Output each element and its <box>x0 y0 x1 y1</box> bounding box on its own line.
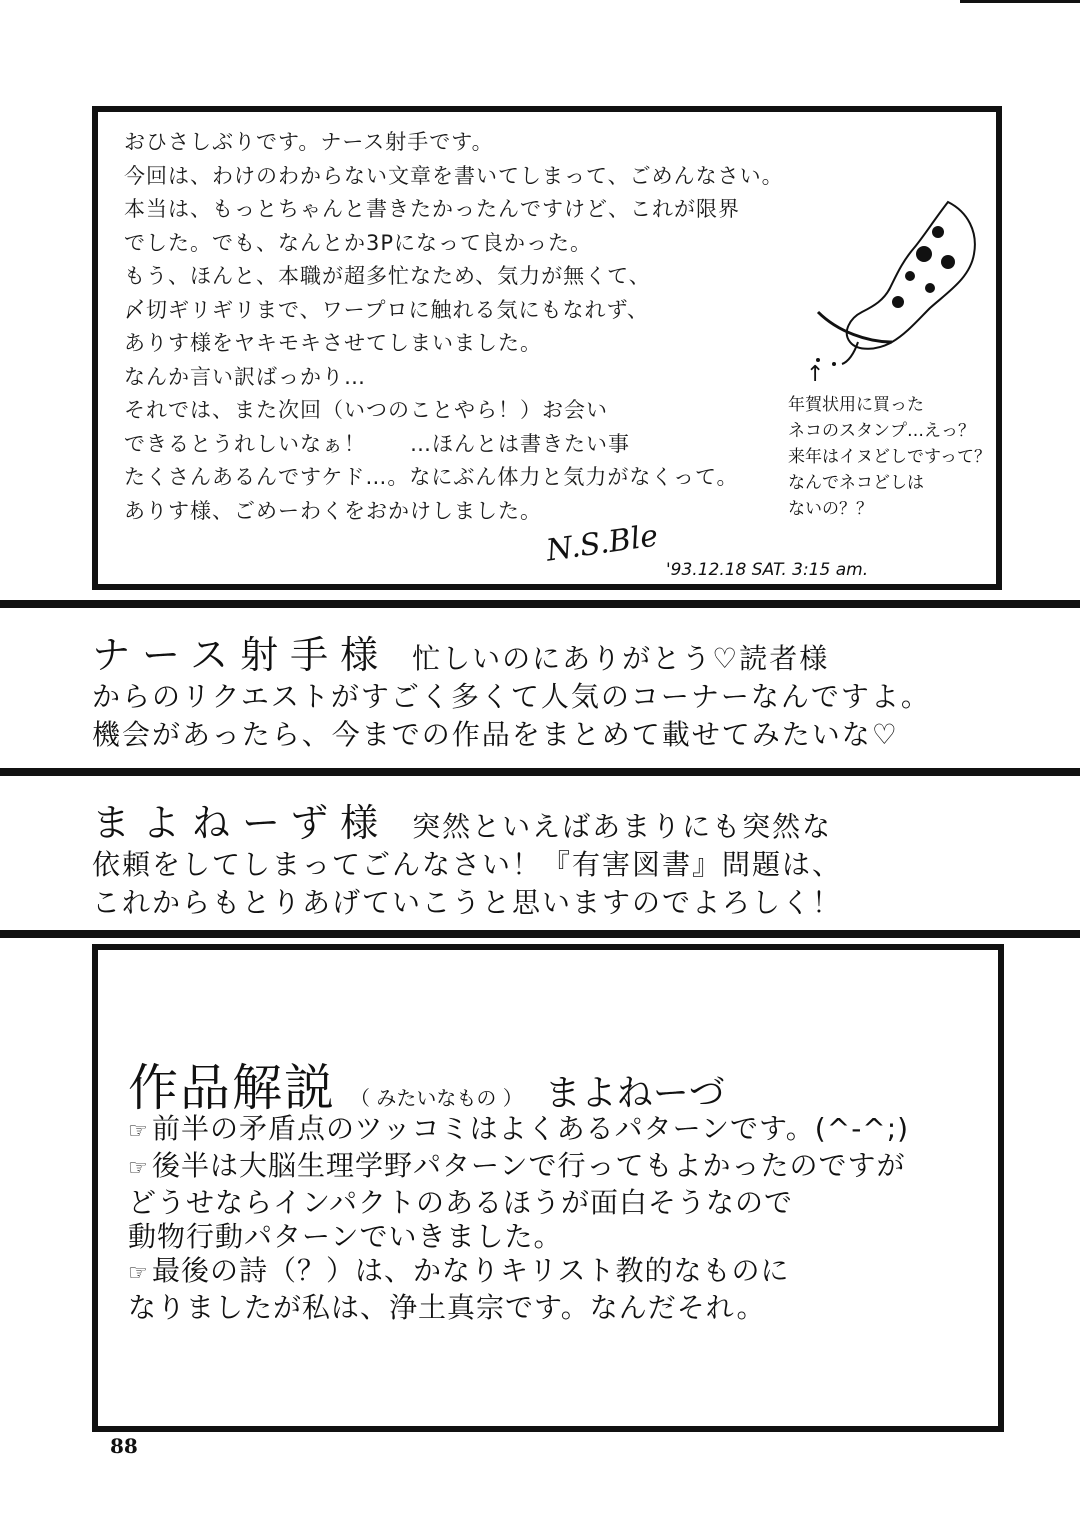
page-number: 88 <box>110 1434 138 1458</box>
letter-line: たくさんあるんですケド…。なにぶん体力と気力がなくって。 <box>124 465 739 489</box>
note-line: ないの？？ <box>788 499 873 519</box>
commentary-line: どうせならインパクトのあるほうが面白そうなので <box>128 1186 794 1219</box>
commentary-line: ☞ 最後の詩（？）は、かなりキリスト教的なものに <box>128 1254 909 1291</box>
section-divider <box>0 930 1080 938</box>
message-text: 忙しいのにありがとう♡読者様 <box>412 642 830 675</box>
commentary-line: ☞ 後半は大脳生理学野パターンで行ってもよかったのですが <box>128 1149 909 1186</box>
letter-line: 本当は、もっとちゃんと書きたかったんですけど、これが限界 <box>124 197 740 221</box>
pointing-hand-icon: ☞ <box>128 1261 149 1286</box>
letter-line: なんか言い訳ばっかり… <box>124 364 366 389</box>
message-text: 突然といえばあまりにも突然な <box>412 810 833 843</box>
pointing-hand-icon: ☞ <box>128 1156 149 1181</box>
message-title: ナース射手様 <box>92 633 391 677</box>
stamp-note <box>788 392 998 522</box>
note-line: 来年はイヌどしですって？ <box>788 447 991 467</box>
pointing-hand-icon: ☞ <box>128 1119 149 1144</box>
letter-line: 今回は、わけのわからない文章を書いてしまって、ごめんなさい。 <box>124 163 784 188</box>
letter-text <box>124 126 814 528</box>
letter-line: ありす様、ごめーわくをおかけしました。 <box>124 498 542 523</box>
commentary-subtitle: （ みたいなもの ） <box>350 1086 523 1110</box>
letter-date: '93.12.18 SAT. 3:15 am. <box>666 560 869 580</box>
letter-line: できるとうれしいなぁ！ …ほんとは書きたい事 <box>124 431 630 456</box>
cat-stamp-illustration <box>798 192 988 372</box>
message-nurse-sagittarius <box>92 633 1052 754</box>
commentary-line: ☞ 前半の矛盾点のツッコミはよくあるパターンです。(^-^;) <box>128 1112 909 1149</box>
message-line: 機会があったら、今までの作品をまとめて載せてみたいな♡ <box>92 718 899 751</box>
commentary-header <box>128 1048 725 1120</box>
commentary-author: まよねーづ <box>544 1073 725 1114</box>
letter-line: おひさしぶりです。ナース射手です。 <box>124 130 494 154</box>
message-line <box>92 801 1052 846</box>
letter-line: でした。でも、なんとか3Pになって良かった。 <box>124 230 593 255</box>
message-mayonnaise <box>92 801 1052 922</box>
letter-line: もう、ほんと、本職が超多忙なため、気力が無くて、 <box>124 264 651 288</box>
arrow-up-icon: ↑ <box>806 362 825 387</box>
commentary-box <box>92 944 1004 1432</box>
message-title: まよねーず様 <box>92 801 391 845</box>
letter-box <box>92 106 1002 590</box>
note-line: なんでネコどしは <box>788 473 924 493</box>
commentary-title: 作品解説 <box>128 1059 336 1117</box>
section-divider <box>0 768 1080 776</box>
message-line: 依頼をしてしまってごんなさい！『有害図書』問題は、 <box>92 848 843 881</box>
message-line: これからもとりあげていこうと思いますのでよろしく！ <box>92 886 843 919</box>
letter-line: ありす様をヤキモキさせてしまいました。 <box>124 331 542 355</box>
section-divider <box>0 600 1080 608</box>
note-line: ネコのスタンプ…えっ？ <box>788 421 975 441</box>
letter-line: それでは、また次回（いつのことやら！）お会い <box>124 398 608 422</box>
commentary-line: 動物行動パターンでいきました。 <box>128 1220 563 1253</box>
commentary-text <box>128 1112 909 1325</box>
signature: N.S.Ble <box>544 518 661 569</box>
commentary-line: なりましたが私は、浄土真宗です。なんだそれ。 <box>128 1291 766 1324</box>
message-line <box>92 633 1052 678</box>
message-line: からのリクエストがすごく多くて人気のコーナーなんですよ。 <box>92 680 931 713</box>
top-edge-rule <box>960 0 1080 3</box>
letter-line: 〆切ギリギリまで、ワープロに触れる気にもなれず、 <box>124 297 649 322</box>
note-line: 年賀状用に買った <box>788 395 924 415</box>
